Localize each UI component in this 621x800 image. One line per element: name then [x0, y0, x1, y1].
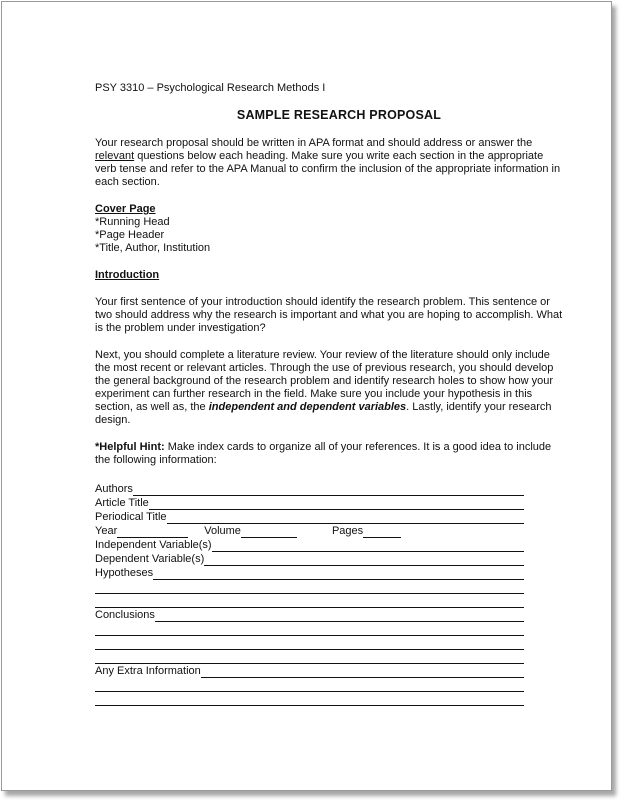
index-card-form: [95, 482, 565, 706]
intro2-emphasis: independent and dependent variables: [208, 401, 407, 413]
intro-underlined: relevant: [95, 150, 135, 162]
volume-blank[interactable]: [241, 526, 297, 538]
hypotheses-extra-line[interactable]: [95, 594, 524, 608]
independent-variable-row: [95, 538, 524, 552]
hypotheses-extra-line[interactable]: [95, 580, 524, 594]
cover-item-page-header: *Page Header: [95, 229, 165, 241]
introduction-paragraph-2: [95, 349, 565, 427]
dependent-variable-blank[interactable]: [204, 554, 524, 566]
hint-text: Make index cards to organize all of your references. It is a good idea to include the following information:: [95, 441, 552, 466]
introduction-heading: Introduction: [95, 269, 160, 281]
intro2-text-2: . Lastly, identify your research design.: [95, 401, 552, 426]
year-volume-pages-row: [95, 524, 524, 538]
helpful-hint: [95, 441, 565, 467]
hint-label: *Helpful Hint:: [95, 441, 165, 453]
authors-label: Authors: [95, 483, 133, 495]
extra-info-row: [95, 664, 524, 678]
document-title: SAMPLE RESEARCH PROPOSAL: [236, 108, 442, 122]
year-blank[interactable]: [117, 526, 188, 538]
authors-blank[interactable]: [133, 484, 524, 496]
year-label: Year: [95, 525, 118, 537]
intro2-text-1: Next, you should complete a literature review. Your review of the literature should only include the most recent or relevant articles. Through the use of previous research, you should develop the general background of the research problem and identify research holes to show how your experiment can further research in the field. Make sure you include your hypothesis in this section, as well as, the: [95, 349, 554, 413]
document-content: [95, 82, 565, 706]
document-page: [1, 1, 612, 791]
independent-variable-blank[interactable]: [212, 540, 524, 552]
intro-text-1: Your research proposal should be written in APA format and should address or answer the: [95, 137, 533, 149]
hypotheses-row: [95, 566, 524, 580]
cover-item-title-author: *Title, Author, Institution: [95, 242, 211, 254]
volume-label: Volume: [204, 525, 241, 537]
extra-info-label: Any Extra Information: [95, 665, 201, 677]
article-title-blank[interactable]: [149, 498, 524, 510]
article-title-label: Article Title: [95, 497, 149, 509]
course-line: PSY 3310 – Psychological Research Methods I: [95, 82, 326, 94]
periodical-title-row: [95, 510, 524, 524]
independent-variable-label: Independent Variable(s): [95, 539, 212, 551]
periodical-title-blank[interactable]: [167, 512, 524, 524]
cover-item-running-head: *Running Head: [95, 216, 170, 228]
extra-info-extra-line[interactable]: [95, 678, 524, 692]
cover-page-heading: Cover Page: [95, 203, 156, 215]
conclusions-row: [95, 608, 524, 622]
authors-row: [95, 482, 524, 496]
conclusions-label: Conclusions: [95, 609, 155, 621]
extra-info-blank[interactable]: [201, 666, 524, 678]
conclusions-blank[interactable]: [155, 610, 524, 622]
hypotheses-label: Hypotheses: [95, 567, 154, 579]
introduction-paragraph-1: Your first sentence of your introduction should identify the research problem. This sentence or two should address why the research is important and what you are hoping to accomplish. What is the problem under investigation?: [95, 296, 563, 334]
intro-paragraph: [95, 137, 565, 189]
dependent-variable-row: [95, 552, 524, 566]
extra-info-extra-line[interactable]: [95, 692, 524, 706]
intro-text-2: questions below each heading. Make sure you write each section in the appropriate verb tense and refer to the APA Manual to confirm the inclusion of the appropriate information in each section.: [95, 150, 561, 188]
hypotheses-blank[interactable]: [153, 568, 524, 580]
dependent-variable-label: Dependent Variable(s): [95, 553, 205, 565]
conclusions-extra-line[interactable]: [95, 650, 524, 664]
periodical-title-label: Periodical Title: [95, 511, 167, 523]
conclusions-extra-line[interactable]: [95, 622, 524, 636]
article-title-row: [95, 496, 524, 510]
conclusions-extra-line[interactable]: [95, 636, 524, 650]
pages-label: Pages: [331, 525, 364, 537]
pages-blank[interactable]: [363, 526, 401, 538]
